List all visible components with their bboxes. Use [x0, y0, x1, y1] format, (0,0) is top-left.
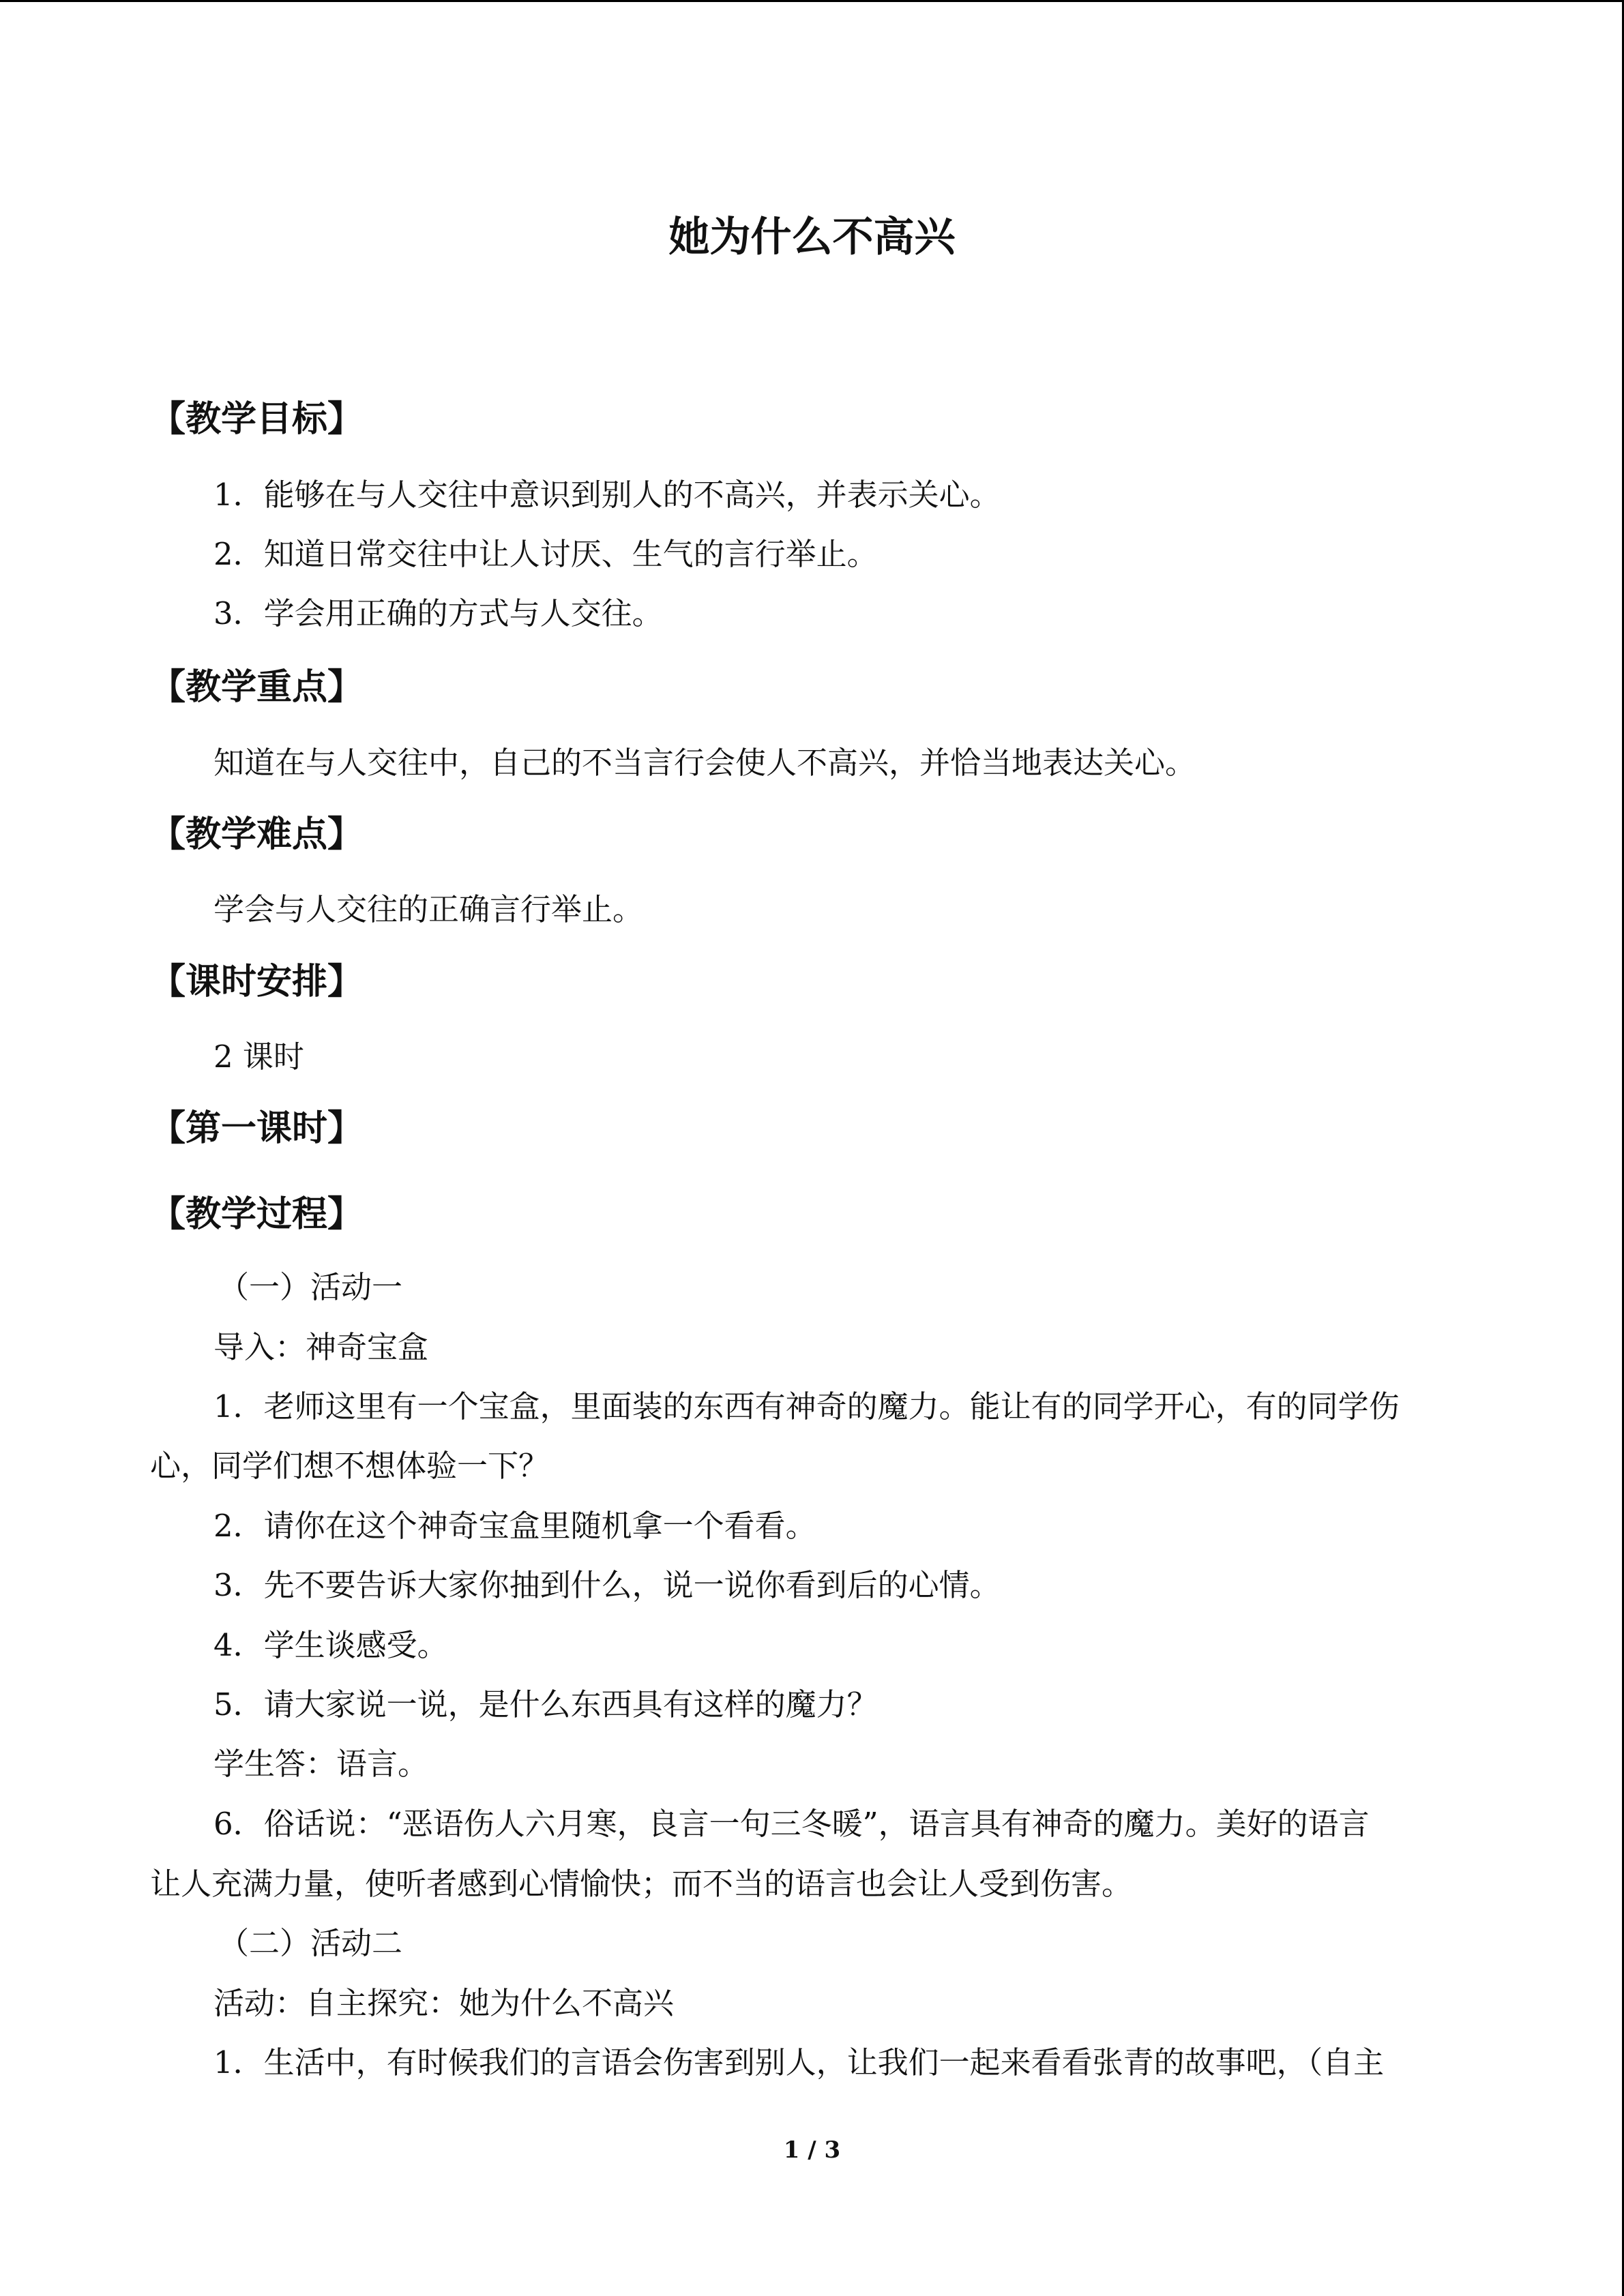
- process-item-5: 5．请大家说一说，是什么东西具有这样的魔力？: [213, 1686, 878, 1723]
- goal-item-1: 1．能够在与人交往中意识到别人的不高兴，并表示关心。: [213, 477, 1001, 513]
- page-number: 1 / 3: [783, 2136, 841, 2164]
- process-item-6-line-1: 6．俗话说：“恶语伤人六月寒，良言一句三冬暖”，语言具有神奇的魔力。美好的语言: [213, 1806, 1370, 1842]
- process-item-3: 3．先不要告诉大家你抽到什么，说一说你看到后的心情。: [213, 1567, 1001, 1603]
- activity-1-title: （一）活动一: [218, 1269, 403, 1305]
- process-item-7-line-1: 1．生活中，有时候我们的言语会伤害到别人，让我们一起来看看张青的故事吧，（自主: [213, 2044, 1385, 2081]
- process-item-2: 2．请你在这个神奇宝盒里随机拿一个看看。: [213, 1508, 816, 1544]
- heading-teaching-focus: 【教学重点】: [150, 667, 364, 708]
- teaching-difficulty-text: 学会与人交往的正确言行举止。: [213, 891, 644, 927]
- heading-first-lesson: 【第一课时】: [150, 1108, 364, 1149]
- heading-class-schedule: 【课时安排】: [150, 961, 364, 1002]
- class-schedule-text: 2 课时: [213, 1039, 304, 1075]
- process-item-4: 4．学生谈感受。: [213, 1627, 448, 1663]
- process-item-6-line-2: 让人充满力量，使听者感到心情愉快；而不当的语言也会让人受到伤害。: [150, 1866, 1133, 1902]
- student-answer: 学生答：语言。: [213, 1746, 429, 1782]
- heading-teaching-difficulty: 【教学难点】: [150, 814, 364, 855]
- activity-1-intro: 导入：神奇宝盒: [213, 1329, 429, 1365]
- heading-teaching-goals: 【教学目标】: [150, 399, 364, 440]
- process-item-1-line-2: 心，同学们想不想体验一下？: [150, 1448, 550, 1484]
- activity-2-title: （二）活动二: [218, 1925, 403, 1961]
- document-title: 她为什么不高兴: [668, 213, 956, 261]
- process-item-1-line-1: 1．老师这里有一个宝盒，里面装的东西有神奇的魔力。能让有的同学开心，有的同学伤: [213, 1388, 1400, 1425]
- teaching-focus-text: 知道在与人交往中，自己的不当言行会使人不高兴，并恰当地表达关心。: [213, 745, 1196, 781]
- activity-2-intro: 活动：自主探究：她为什么不高兴: [213, 1985, 675, 2021]
- goal-item-3: 3．学会用正确的方式与人交往。: [213, 595, 663, 631]
- heading-teaching-process: 【教学过程】: [150, 1194, 364, 1235]
- top-border-line: [0, 0, 1624, 2]
- goal-item-2: 2．知道日常交往中让人讨厌、生气的言行举止。: [213, 536, 878, 572]
